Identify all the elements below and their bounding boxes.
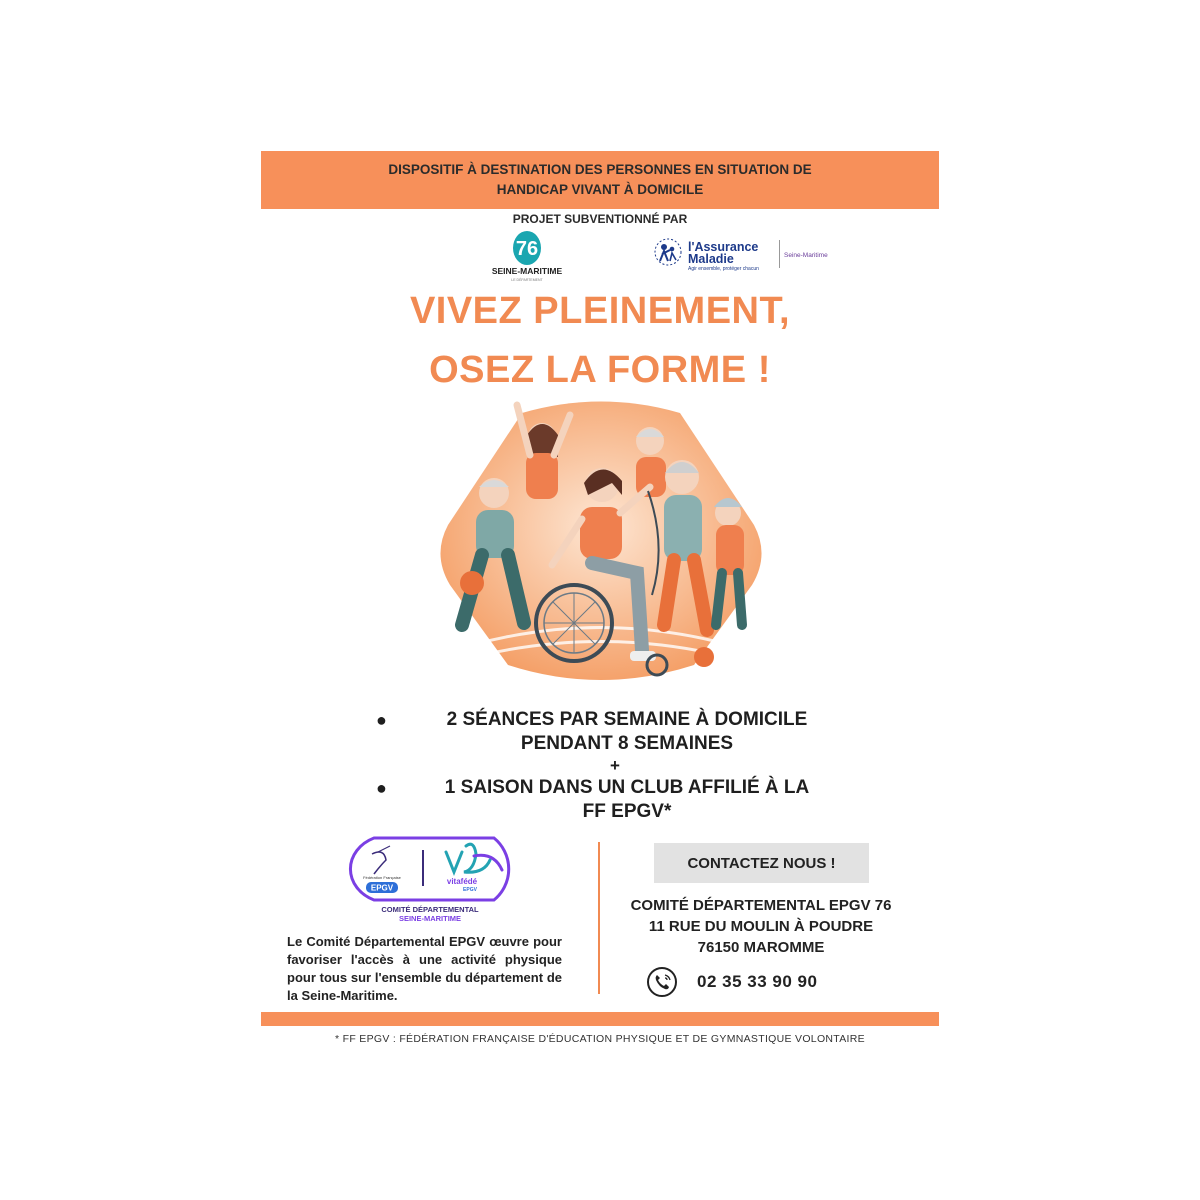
- bullet-icon: ●: [376, 710, 387, 730]
- banner-line-2: HANDICAP VIVANT À DOMICILE: [496, 182, 704, 197]
- ameli-tagline: Agir ensemble, protéger chacun: [688, 266, 759, 272]
- bottom-banner: [261, 1012, 939, 1026]
- ameli-line2: Maladie: [688, 252, 734, 266]
- vitafede-swirl-icon: [446, 844, 502, 872]
- title-line-1: VIVEZ PLEINEMENT,: [409, 290, 791, 332]
- dept-sub: LE DÉPARTEMENT: [511, 278, 543, 282]
- committee-description: Le Comité Départemental EPGV œuvre pour favoriser l'accès à une activité physique pour tous sur l'ensemble du département de la Seine-Maritime.: [287, 934, 562, 1003]
- offer-item-2-line-1: 1 SAISON DANS UN CLUB AFFILIÉ À LA: [444, 777, 810, 798]
- phone-icon: [646, 966, 678, 998]
- dept-number: 76: [515, 238, 539, 260]
- bullet-icon: ●: [376, 778, 387, 798]
- banner-text: [340, 160, 860, 200]
- ameli-line1: l'Assurance: [688, 240, 759, 254]
- committee-line-1: COMITÉ DÉPARTEMENTAL: [381, 905, 479, 914]
- offer-item-2: [370, 776, 840, 824]
- committee-line-2: SEINE-MARITIME: [398, 914, 462, 923]
- top-banner: [261, 151, 939, 209]
- epgv-small-label: Fédération Française: [363, 875, 401, 880]
- offer-item-1-line-2: PENDANT 8 SEMAINES: [520, 733, 734, 754]
- seine-maritime-logo: [491, 228, 563, 286]
- address-line-2: 11 RUE DU MOULIN À POUDRE: [648, 918, 874, 935]
- offer-item-1: [370, 708, 840, 756]
- ameli-region: Seine-Maritime: [784, 252, 828, 259]
- contact-us-button[interactable]: CONTACTEZ NOUS !: [654, 843, 869, 883]
- illustration: [432, 395, 770, 695]
- epgv-badge-text: EPGV: [370, 883, 394, 893]
- assurance-maladie-logo: [652, 236, 832, 272]
- vitafede-word: vitafédé: [446, 877, 478, 886]
- address-line-1: COMITÉ DÉPARTEMENTAL EPGV 76: [630, 897, 892, 914]
- seine-maritime-76-icon: [491, 228, 563, 286]
- dept-name: SEINE-MARITIME: [491, 266, 563, 276]
- plus-sign: +: [610, 756, 620, 775]
- footnote: * FF EPGV : FÉDÉRATION FRANÇAISE D'ÉDUCATION PHYSIQUE ET DE GYMNASTIQUE VOLONTAIRE: [335, 1033, 865, 1045]
- epgv-gymnast-icon: [372, 846, 390, 874]
- epgv-vitafede-logo: [334, 832, 534, 928]
- address-line-3: 76150 MAROMME: [697, 939, 825, 956]
- offer-item-1-line-1: 2 SÉANCES PAR SEMAINE À DOMICILE: [446, 709, 808, 730]
- vitafede-sub: EPGV: [463, 887, 477, 893]
- contact-address: [600, 895, 922, 958]
- offer-item-2-line-2: FF EPGV*: [582, 801, 672, 822]
- group-exercise-illustration: [432, 395, 770, 695]
- funded-by-label: PROJET SUBVENTIONNÉ PAR: [512, 212, 688, 226]
- banner-line-1: DISPOSITIF À DESTINATION DES PERSONNES EN SITUATION DE: [388, 162, 812, 177]
- ameli-figures-icon: [655, 239, 681, 265]
- phone-number[interactable]: 02 35 33 90 90: [697, 972, 818, 991]
- offer-list: [370, 708, 840, 824]
- title-line-2: OSEZ LA FORME !: [429, 349, 771, 391]
